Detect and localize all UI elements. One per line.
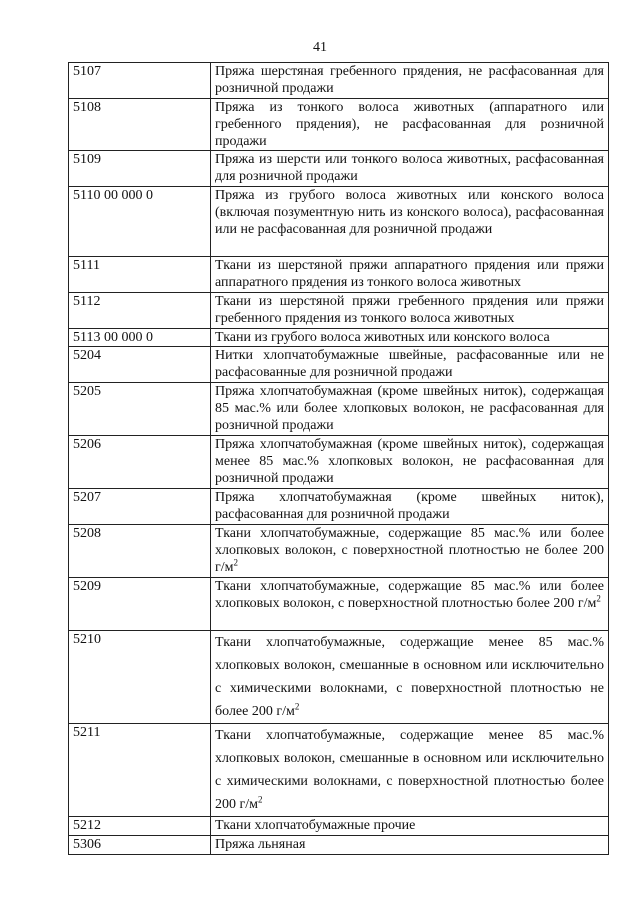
description-cell bbox=[211, 257, 609, 293]
code-cell: 5113 00 000 0 bbox=[69, 329, 211, 347]
description-text: Ткани хлопчатобумажные, содержащие менее 85 мас.% хлопковых волокон, смешанные в основном или исключительно с химическими волокнами, с поверхностной плотностью не более 200 г/м bbox=[215, 635, 604, 719]
description-cell bbox=[211, 99, 609, 151]
code-cell: 5204 bbox=[69, 347, 211, 383]
description-text: Пряжа из тонкого волоса животных (аппаратного или гребенного прядения), не расфасованная для розничной продажи bbox=[215, 100, 604, 149]
code-cell: 5209 bbox=[69, 578, 211, 631]
description-cell bbox=[211, 817, 609, 836]
table-row bbox=[69, 293, 609, 329]
code-cell: 5109 bbox=[69, 151, 211, 187]
description-text: Ткани хлопчатобумажные, содержащие 85 мас.% или более хлопковых волокон, с поверхностной плотностью не более 200 г/м bbox=[215, 526, 604, 575]
table-row bbox=[69, 187, 609, 257]
code-cell: 5211 bbox=[69, 724, 211, 817]
table-row bbox=[69, 329, 609, 347]
table-row bbox=[69, 383, 609, 436]
table-row bbox=[69, 347, 609, 383]
table-row bbox=[69, 257, 609, 293]
unit-superscript: 2 bbox=[596, 593, 601, 604]
code-cell: 5207 bbox=[69, 489, 211, 525]
description-text: Ткани из шерстяной пряжи аппаратного прядения или пряжи аппаратного прядения из тонкого волоса животных bbox=[215, 258, 604, 290]
description-cell bbox=[211, 489, 609, 525]
table-row bbox=[69, 817, 609, 836]
code-cell: 5208 bbox=[69, 525, 211, 578]
description-text: Ткани хлопчатобумажные прочие bbox=[215, 818, 416, 833]
table-body bbox=[69, 63, 609, 855]
description-text: Пряжа хлопчатобумажная (кроме швейных ниток), содержащая менее 85 мас.% хлопковых волокон, не расфасованная для розничной продажи bbox=[215, 437, 604, 486]
description-cell bbox=[211, 631, 609, 724]
description-text: Пряжа льняная bbox=[215, 837, 306, 852]
description-cell bbox=[211, 383, 609, 436]
table-row bbox=[69, 724, 609, 817]
description-text: Ткани хлопчатобумажные, содержащие 85 мас.% или более хлопковых волокон, с поверхностной плотностью более 200 г/м bbox=[215, 579, 604, 611]
table-row bbox=[69, 489, 609, 525]
code-cell: 5212 bbox=[69, 817, 211, 836]
description-cell bbox=[211, 347, 609, 383]
description-text: Пряжа из шерсти или тонкого волоса животных, расфасованная для розничной продажи bbox=[215, 152, 604, 184]
table-row bbox=[69, 63, 609, 99]
description-cell bbox=[211, 724, 609, 817]
description-cell bbox=[211, 293, 609, 329]
table-row bbox=[69, 99, 609, 151]
code-cell: 5210 bbox=[69, 631, 211, 724]
code-cell: 5205 bbox=[69, 383, 211, 436]
description-text: Ткани из шерстяной пряжи гребенного прядения или пряжи гребенного прядения из тонкого волоса животных bbox=[215, 294, 604, 326]
description-cell bbox=[211, 151, 609, 187]
code-cell: 5111 bbox=[69, 257, 211, 293]
unit-superscript: 2 bbox=[233, 557, 238, 568]
description-cell bbox=[211, 187, 609, 257]
table-row bbox=[69, 436, 609, 489]
table-row bbox=[69, 525, 609, 578]
page-number: 41 bbox=[313, 40, 327, 55]
code-cell: 5110 00 000 0 bbox=[69, 187, 211, 257]
description-text: Пряжа шерстяная гребенного прядения, не расфасованная для розничной продажи bbox=[215, 64, 604, 96]
code-cell: 5206 bbox=[69, 436, 211, 489]
description-cell bbox=[211, 525, 609, 578]
description-cell bbox=[211, 578, 609, 631]
description-text: Ткани из грубого волоса животных или конского волоса bbox=[215, 330, 550, 345]
code-cell: 5107 bbox=[69, 63, 211, 99]
code-cell: 5112 bbox=[69, 293, 211, 329]
description-text: Ткани хлопчатобумажные, содержащие менее 85 мас.% хлопковых волокон, смешанные в основном или исключительно с химическими волокнами, с поверхностной плотностью более 200 г/м bbox=[215, 728, 604, 812]
description-text: Пряжа хлопчатобумажная (кроме швейных ниток), содержащая 85 мас.% или более хлопковых волокон, не расфасованная для розничной продажи bbox=[215, 384, 604, 433]
table-row bbox=[69, 578, 609, 631]
code-cell: 5108 bbox=[69, 99, 211, 151]
description-cell bbox=[211, 329, 609, 347]
description-text: Пряжа хлопчатобумажная (кроме швейных ниток), расфасованная для розничной продажи bbox=[215, 490, 604, 522]
tnved-code-table bbox=[68, 62, 609, 855]
description-cell bbox=[211, 63, 609, 99]
table-row bbox=[69, 836, 609, 855]
code-cell: 5306 bbox=[69, 836, 211, 855]
description-text: Нитки хлопчатобумажные швейные, расфасованные или не расфасованные для розничной продажи bbox=[215, 348, 604, 380]
description-cell bbox=[211, 436, 609, 489]
table-row bbox=[69, 151, 609, 187]
table-row bbox=[69, 631, 609, 724]
unit-superscript: 2 bbox=[294, 701, 300, 712]
description-cell bbox=[211, 836, 609, 855]
unit-superscript: 2 bbox=[258, 794, 263, 805]
description-text: Пряжа из грубого волоса животных или конского волоса (включая позументную нить из конского волоса), расфасованная или не расфасованная для розничной продажи bbox=[215, 188, 604, 237]
